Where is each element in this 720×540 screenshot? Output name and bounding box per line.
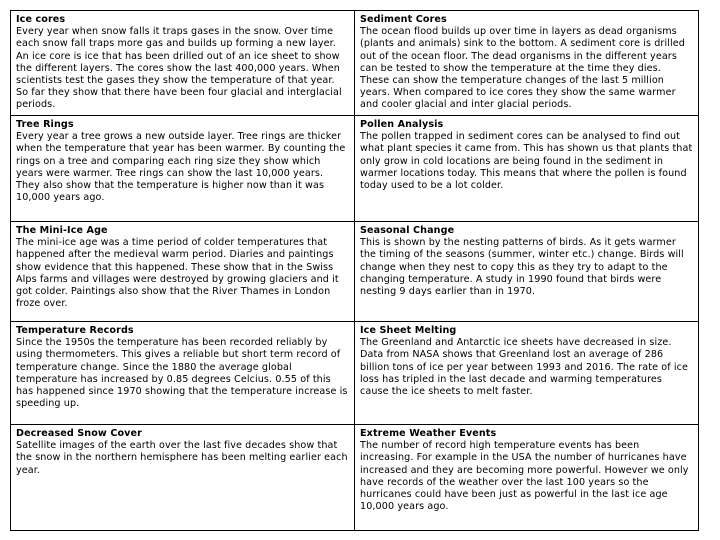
cell-body: Every year when snow falls it traps gases in the snow. Over time each snow fall traps more gas and builds up forming a new layer. An ice core is ice that has been drilled out of an ice sheet to show the different layers. The cores show the last 400,000 years. When scientists test the gases they show the temperature of that year. So far they show that there have been four glacial and interglacial periods. [16,26,342,111]
cell-extreme-weather-events [355,425,699,531]
cell-mini-ice-age [11,222,355,322]
table-row [11,425,699,531]
cell-title: The Mini-Ice Age [16,225,108,236]
table-row [11,322,699,425]
cell-title: Decreased Snow Cover [16,428,142,439]
cell-title: Tree Rings [16,119,74,130]
cell-body: The number of record high temperature events has been increasing. For example in the USA the number of hurricanes have increased and they are becoming more powerful. However we only have records of the weather over the last 100 years so the hurricanes could have been just as powerful in the last ice age 10,000 years ago. [360,440,689,513]
cell-title: Ice cores [16,14,66,25]
cell-sediment-cores [355,11,699,116]
cell-temperature-records [11,322,355,425]
cell-title: Extreme Weather Events [360,428,497,439]
cell-title: Ice Sheet Melting [360,325,457,336]
table-row [11,116,699,222]
cell-title: Seasonal Change [360,225,455,236]
cell-ice-cores [11,11,355,116]
cell-body: Since the 1950s the temperature has been recorded reliably by using thermometers. This gives a reliable but short term record of temperature change. Since the 1880 the average global temperature has increased by 0.85 degrees Celcius. 0.55 of this has happened since 1970 showing that the temperature increase is speeding up. [16,337,348,410]
cell-decreased-snow-cover [11,425,355,531]
cell-pollen-analysis [355,116,699,222]
cell-body: This is shown by the nesting patterns of birds. As it gets warmer the timing of the seasons (summer, winter etc.) change. Birds will change when they nest to copy this as they try to adapt to the changing temperature. A study in 1990 found that birds were nesting 9 days earlier than in 1970. [360,237,684,298]
cell-body: Every year a tree grows a new outside layer. Tree rings are thicker when the temperature that year has been warmer. By counting the rings on a tree and comparing each ring size they show which years were warmer. Tree rings can show the last 10,000 years. They also show that the temperature is higher now than it was 10,000 years ago. [16,131,346,204]
table-row [11,222,699,322]
cell-ice-sheet-melting [355,322,699,425]
table-row [11,11,699,116]
cell-tree-rings [11,116,355,222]
evidence-table [10,10,699,531]
cell-seasonal-change [355,222,699,322]
cell-title: Pollen Analysis [360,119,444,130]
cell-body: The ocean flood builds up over time in layers as dead organisms (plants and animals) sink to the bottom. A sediment core is drilled out of the ocean floor. The dead organisms in the different years can be tested to show the temperature at the time they dies. These can show the temperature changes of the last 5 million years. When compared to ice cores they show the same warmer and cooler glacial and inter glacial periods. [360,26,685,111]
cell-body: The Greenland and Antarctic ice sheets have decreased in size. Data from NASA shows that Greenland lost an average of 286 billion tons of ice per year between 1993 and 2016. The rate of ice loss has tripled in the last decade and warming temperatures cause the ice sheets to melt faster. [360,337,689,398]
cell-body: The pollen trapped in sediment cores can be analysed to find out what plant species it came from. This has shown us that plants that only grow in cold locations are being found in the sediment in warmer locations today. This means that where the pollen is found today used to be a lot colder. [360,131,693,192]
cell-body: Satellite images of the earth over the last five decades show that the snow in the northern hemisphere has been melting earlier each year. [16,440,348,476]
cell-body: The mini-ice age was a time period of colder temperatures that happened after the medieval warm period. Diaries and paintings show evidence that this happened. These show that in the Swiss Alps farms and villages were destroyed by growing glaciers and it got colder. Paintings also show that the River Thames in London froze over. [16,237,339,310]
cell-title: Temperature Records [16,325,134,336]
cell-title: Sediment Cores [360,14,447,25]
